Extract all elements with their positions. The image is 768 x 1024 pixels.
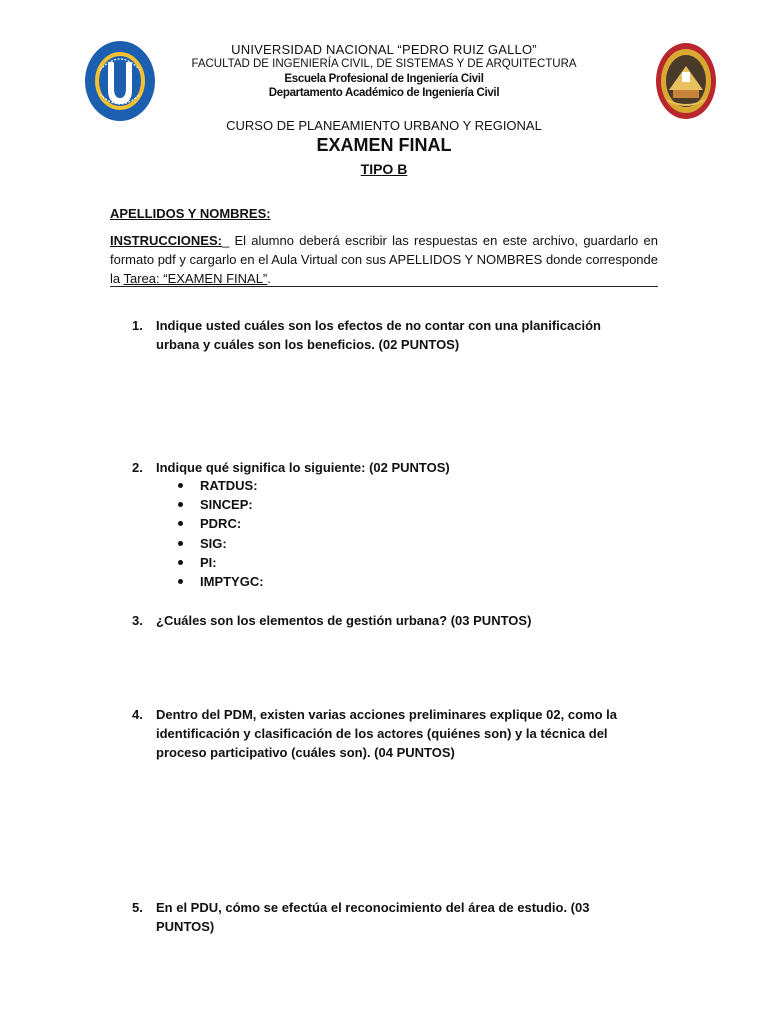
course-title: CURSO DE PLANEAMIENTO URBANO Y REGIONAL [226, 118, 542, 133]
question-text: En el PDU, cómo se efectúa el reconocimiento del área de estudio. (03 PUNTOS) [156, 900, 590, 934]
exam-type: TIPO B [360, 161, 408, 177]
list-item [178, 536, 227, 551]
term-label: PDRC: [200, 516, 242, 531]
instructions-text: El alumno deberá escribir las respuestas en este archivo, guardarlo en formato pdf y cargarlo en el Aula Virtual con sus APELLIDOS Y NOMBRES donde corresponde la [110, 233, 658, 286]
list-item [178, 555, 217, 570]
list-item [178, 516, 241, 531]
question-number: 4. [132, 707, 143, 722]
bullet-icon [178, 483, 183, 488]
university-name: UNIVERSIDAD NACIONAL “PEDRO RUIZ GALLO” [231, 42, 537, 57]
term-label: IMPTYGC: [200, 574, 264, 589]
school-name: Escuela Profesional de Ingeniería Civil [284, 73, 484, 85]
bullet-icon [178, 521, 183, 526]
instructions-label: INSTRUCCIONES: [110, 233, 222, 248]
term-label: RATDUS: [200, 478, 258, 493]
term-label: PI: [200, 555, 217, 570]
instructions-sep: _ [221, 233, 230, 248]
list-item [178, 478, 258, 493]
divider [110, 286, 658, 287]
question-number: 3. [132, 613, 143, 628]
question-text: Indique usted cuáles son los efectos de no contar con una planificación urbana y cuáles son los beneficios. (02 PUNTOS) [156, 318, 601, 352]
name-field-label: APELLIDOS Y NOMBRES: [110, 206, 271, 221]
question-1 [132, 316, 632, 354]
bullet-icon [178, 579, 183, 584]
list-item [178, 574, 264, 589]
question-4 [132, 705, 632, 762]
question-5 [132, 898, 632, 936]
faculty-name: FACULTAD DE INGENIERÍA CIVIL, DE SISTEMAS Y DE ARQUITECTURA [191, 58, 577, 70]
instructions-end: . [267, 271, 271, 286]
question-2 [132, 458, 632, 477]
bullet-icon [178, 560, 183, 565]
question-text: ¿Cuáles son los elementos de gestión urbana? (03 PUNTOS) [156, 613, 532, 628]
question-number: 1. [132, 318, 143, 333]
department-name: Departamento Académico de Ingeniería Civil [268, 87, 500, 99]
list-item [178, 497, 253, 512]
question-text: Dentro del PDM, existen varias acciones preliminares explique 02, como la identificación y clasificación de los actores (quiénes son) y la técnica del proceso participativo (cuáles son). (04 PUNTOS) [156, 707, 617, 760]
question-number: 2. [132, 460, 143, 475]
exam-title: EXAMEN FINAL [316, 135, 452, 155]
term-label: SIG: [200, 536, 227, 551]
task-label: Tarea: “EXAMEN FINAL” [123, 271, 268, 286]
bullet-icon [178, 541, 183, 546]
instructions [110, 231, 658, 288]
bullet-icon [178, 502, 183, 507]
question-text: Indique qué significa lo siguiente: (02 PUNTOS) [156, 460, 450, 475]
term-label: SINCEP: [200, 497, 253, 512]
question-3 [132, 611, 632, 630]
question-number: 5. [132, 900, 143, 915]
